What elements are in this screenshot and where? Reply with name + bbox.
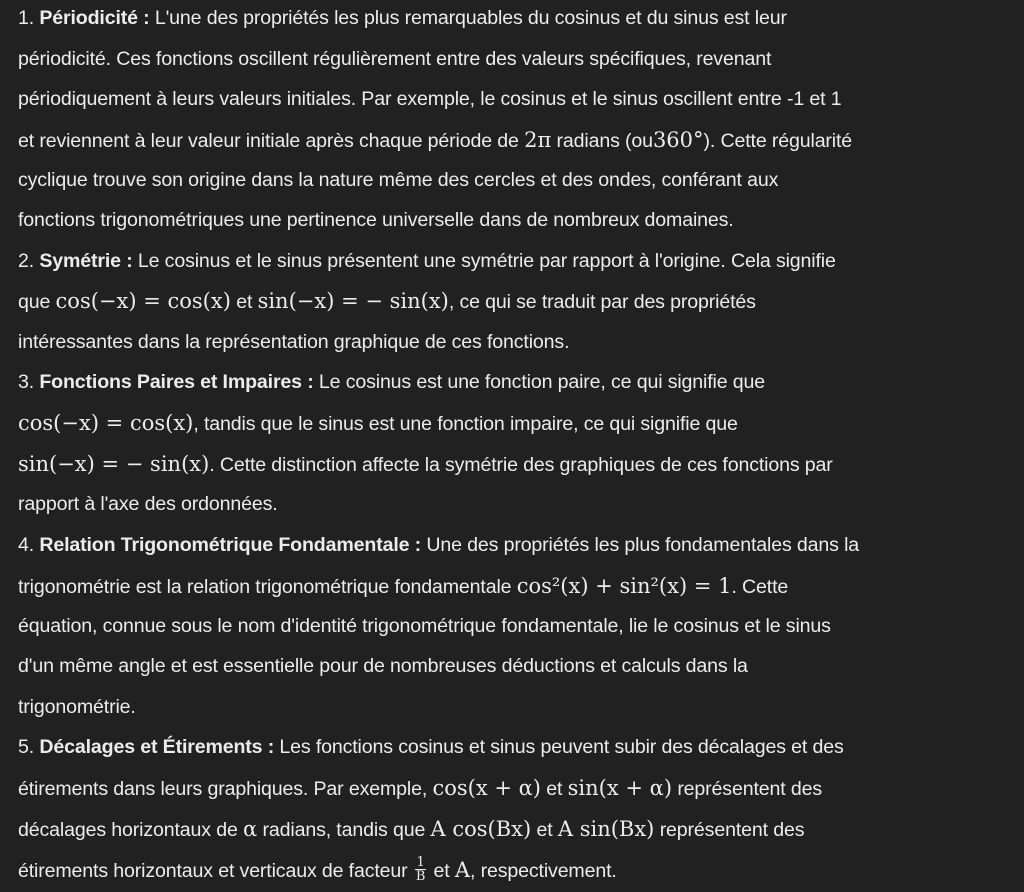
- math-two-pi: 2π: [524, 128, 552, 152]
- item-1-line-1: [18, 0, 787, 38]
- text-segment: trigonométrie.: [18, 696, 136, 718]
- math-alpha: α: [243, 817, 258, 841]
- item-2-line-2: [18, 281, 756, 321]
- item-1-line-3: [18, 79, 841, 119]
- item-4-line-5: [18, 687, 136, 727]
- text-segment: équation, connue sous le nom d'identité trigonométrique fondamentale, lie le cosinus et le sinus: [18, 615, 831, 637]
- text-segment: Le cosinus et le sinus présentent une symétrie par rapport à l'origine. Cela signifie: [137, 250, 836, 272]
- text-segment: représentent des: [659, 819, 805, 841]
- item-1-number: 1.: [18, 7, 35, 29]
- item-1-line-2: [18, 39, 771, 79]
- item-4-line-1: [18, 525, 859, 565]
- item-4-line-4: [18, 646, 748, 686]
- math-360-degrees: 360°: [652, 128, 704, 152]
- item-1-line-5: [18, 160, 778, 200]
- text-segment: représentent des: [677, 778, 822, 800]
- text-segment: cyclique trouve son origine dans la nature même des cercles et des ondes, conférant aux: [18, 169, 779, 191]
- item-2-number: 2.: [18, 250, 35, 272]
- text-segment: périodiquement à leurs valeurs initiales. Par exemple, le cosinus et le sinus oscillent entre -1 et 1: [18, 88, 842, 110]
- text-segment: radians (ou: [556, 130, 653, 152]
- text-segment: radians, tandis que: [262, 819, 426, 841]
- text-segment: étirements horizontaux et verticaux de facteur: [18, 860, 408, 882]
- text-segment: rapport à l'axe des ordonnées.: [18, 493, 278, 515]
- item-5-line-1: [18, 727, 844, 767]
- fraction-denominator: B: [415, 869, 426, 885]
- text-segment: étirements dans leurs graphiques. Par exemple,: [18, 778, 428, 800]
- item-1-line-6: [18, 200, 734, 240]
- math-pythagorean-identity: cos²(x) + sin²(x) = 1: [516, 574, 732, 598]
- item-5-title: Décalages et Étirements :: [39, 736, 275, 758]
- item-3-line-1: [18, 362, 765, 402]
- item-4-title: Relation Trigonométrique Fondamentale :: [39, 534, 422, 556]
- text-segment: L'une des propriétés les plus remarquables du cosinus et du sinus est leur: [154, 7, 787, 29]
- text-segment: trigonométrie est la relation trigonométrique fondamentale: [18, 576, 512, 598]
- math-sin-shift: sin(x + α): [567, 776, 673, 800]
- text-segment: et: [546, 778, 563, 800]
- math-sin-odd: sin(−x) = − sin(x): [257, 289, 449, 313]
- text-segment: Le cosinus est une fonction paire, ce qui signifie que: [318, 371, 766, 393]
- item-4-line-2: [18, 566, 788, 606]
- item-2-line-3: [18, 322, 569, 362]
- text-segment: d'un même angle et est essentielle pour de nombreuses déductions et calculs dans la: [18, 655, 748, 677]
- text-segment: . Cette: [731, 576, 789, 598]
- math-fraction-one-over-b: [415, 856, 426, 883]
- math-cos-even: cos(−x) = cos(x): [55, 289, 231, 313]
- item-4-number: 4.: [18, 534, 35, 556]
- math-sin-odd: sin(−x) = − sin(x): [18, 452, 210, 476]
- item-3-line-4: [18, 484, 278, 524]
- item-2-title: Symétrie :: [39, 250, 133, 272]
- item-5-number: 5.: [18, 736, 35, 758]
- text-segment: , tandis que le sinus est une fonction impaire, ce qui signifie que: [193, 413, 738, 435]
- math-a-sin-bx: A sin(Bx): [557, 817, 655, 841]
- math-cos-shift: cos(x + α): [432, 776, 541, 800]
- item-5-line-2: [18, 768, 822, 808]
- fraction-numerator: 1: [416, 855, 425, 871]
- text-segment: ). Cette régularité: [703, 130, 853, 152]
- item-5-line-3: [18, 809, 804, 849]
- text-segment: . Cette distinction affecte la symétrie des graphiques de ces fonctions par: [209, 454, 833, 476]
- text-segment: décalages horizontaux de: [18, 819, 238, 841]
- item-3-title: Fonctions Paires et Impaires :: [39, 371, 314, 393]
- item-3-line-3: [18, 444, 833, 484]
- item-5-line-4: [18, 850, 617, 890]
- text-segment: et reviennent à leur valeur initiale après chaque période de: [18, 130, 519, 152]
- text-segment: que: [18, 291, 51, 313]
- item-3-number: 3.: [18, 371, 35, 393]
- math-cos-even: cos(−x) = cos(x): [18, 411, 194, 435]
- text-segment: intéressantes dans la représentation graphique de ces fonctions.: [18, 331, 570, 353]
- text-segment: périodicité. Ces fonctions oscillent régulièrement entre des valeurs spécifiques, revenant: [18, 48, 772, 70]
- item-2-line-1: [18, 241, 836, 281]
- text-segment: et: [536, 819, 553, 841]
- item-1-title: Périodicité :: [39, 7, 150, 29]
- text-segment: , respectivement.: [470, 860, 617, 882]
- text-segment: et: [433, 860, 450, 882]
- math-a-cos-bx: A cos(Bx): [430, 817, 532, 841]
- item-3-line-2: [18, 403, 738, 443]
- math-a: A: [454, 858, 471, 882]
- text-segment: Les fonctions cosinus et sinus peuvent subir des décalages et des: [279, 736, 844, 758]
- item-4-line-3: [18, 606, 831, 646]
- text-segment: fonctions trigonométriques une pertinence universelle dans de nombreux domaines.: [18, 209, 734, 231]
- text-segment: Une des propriétés les plus fondamentales dans la: [426, 534, 860, 556]
- text-segment: et: [236, 291, 253, 313]
- text-segment: , ce qui se traduit par des propriétés: [448, 291, 756, 313]
- item-1-line-4: [18, 120, 852, 160]
